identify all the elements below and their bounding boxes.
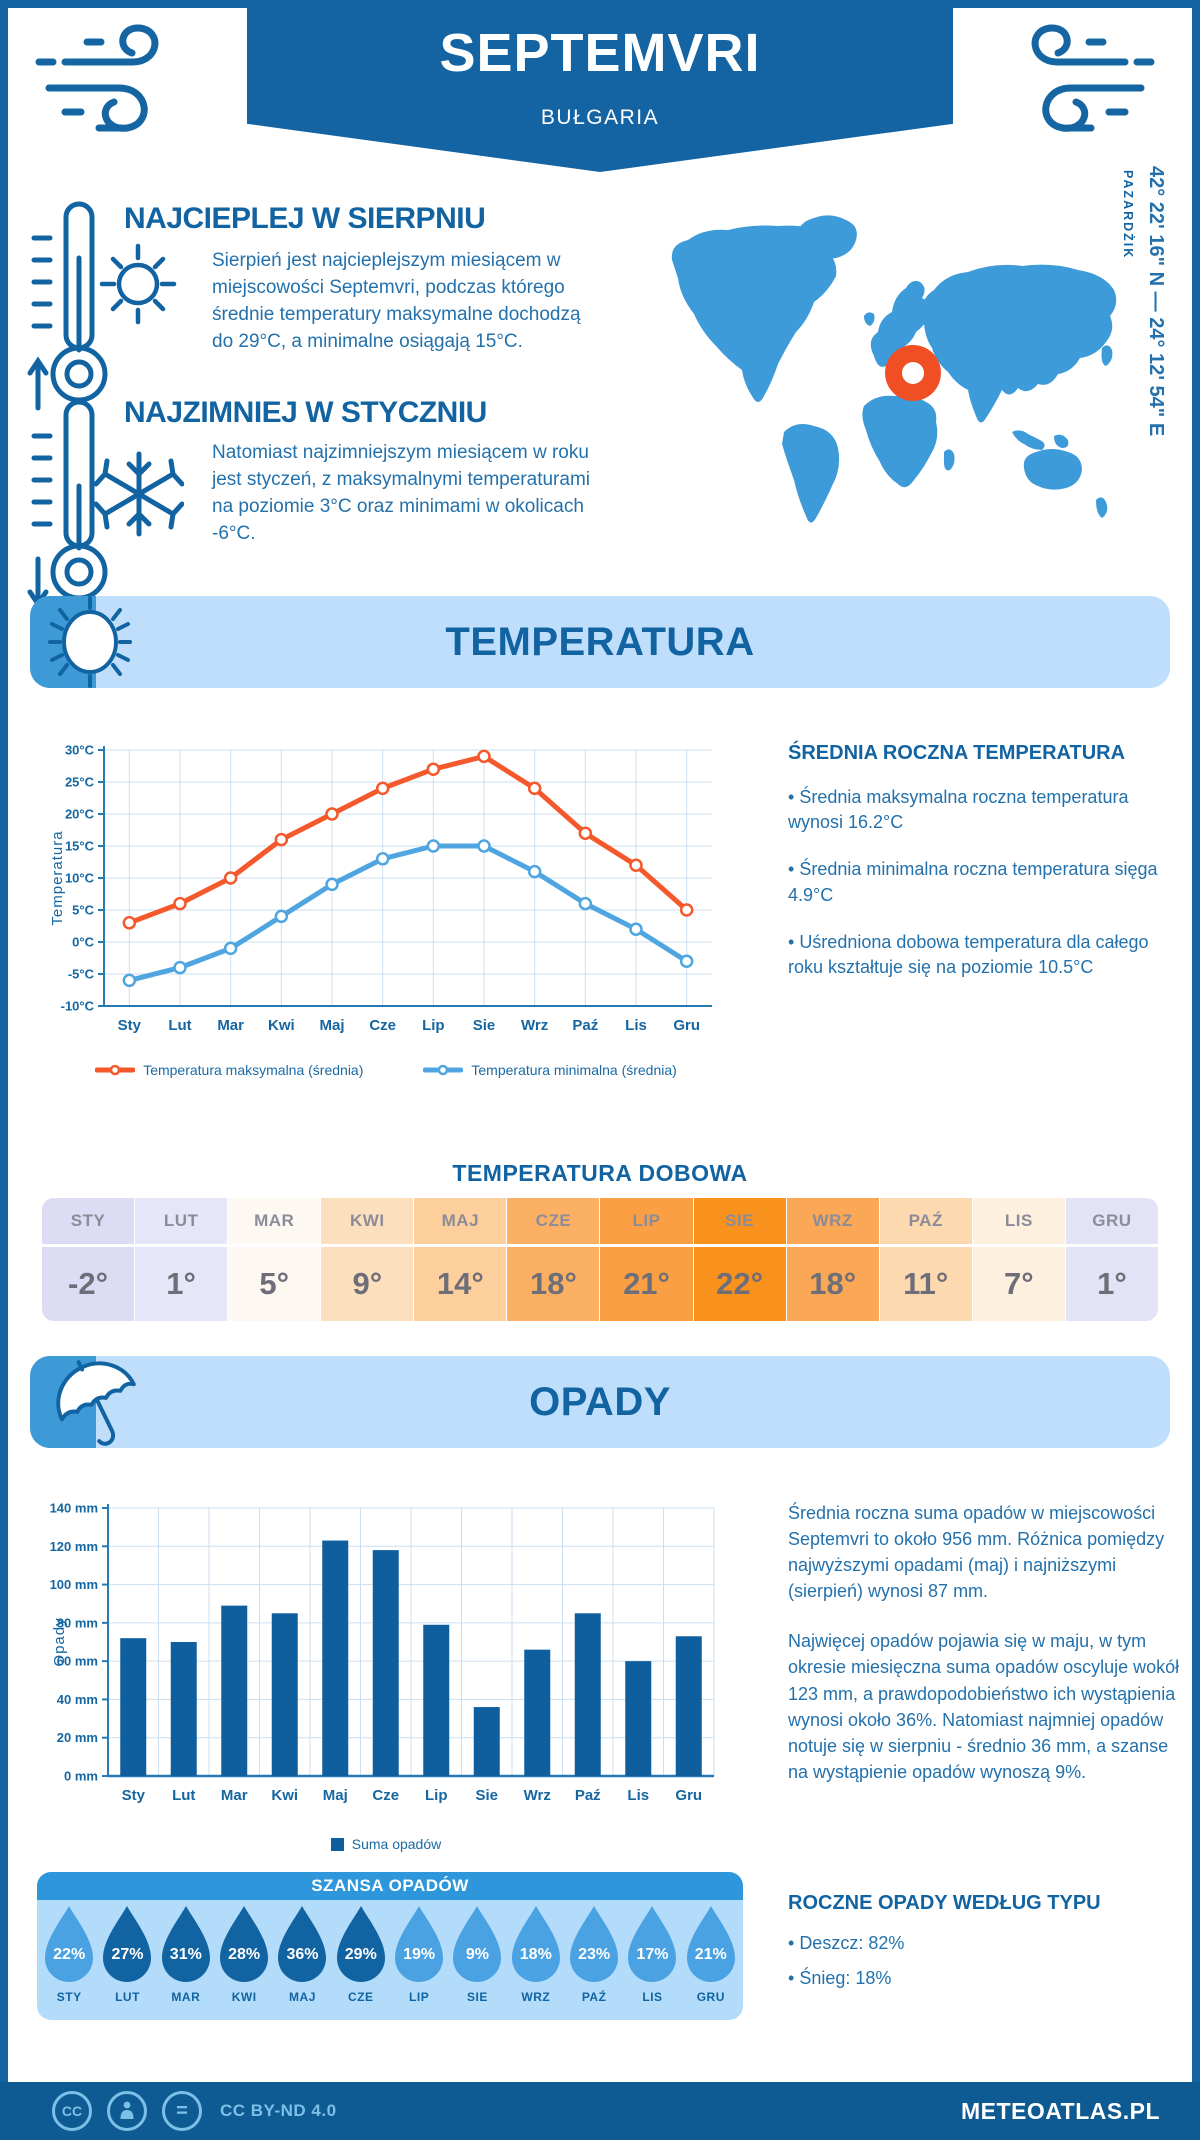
svg-text:Lip: Lip: [425, 1787, 448, 1804]
fact-item: • Uśredniona dobowa temperatura dla całego roku kształtuje się na poziomie 10.5°C: [788, 930, 1180, 980]
droplet-icon: [160, 1904, 212, 1984]
warmest-body: Sierpień jest najcieplejszym miesiącem w miejscowości Septemvri, podczas którego średnie temperatury maksymalne dochodzą do 29°C, a minimalne osiągają 15°C.: [212, 250, 581, 352]
table-month-cell: LIP: [600, 1198, 692, 1244]
bar: [474, 1707, 500, 1776]
wind-icon: [35, 22, 230, 147]
bar: [373, 1550, 399, 1776]
svg-text:100 mm: 100 mm: [49, 1577, 98, 1593]
table-month-cell: MAJ: [414, 1198, 506, 1244]
table-value-cell: 21°: [600, 1247, 692, 1321]
table-month-cell: WRZ: [787, 1198, 879, 1244]
coldest-heading: NAJZIMNIEJ W STYCZNIU: [124, 396, 487, 429]
legend-item: [423, 1062, 676, 1078]
table-value-cell: 1°: [1066, 1247, 1158, 1321]
temperature-line-chart: [48, 736, 724, 1048]
temperature-facts-title: ŚREDNIA ROCZNA TEMPERATURA: [788, 742, 1126, 764]
chance-month: KWI: [231, 1990, 257, 2004]
precip-types-title: ROCZNE OPADY WEDŁUG TYPU: [788, 1892, 1101, 1914]
svg-text:Sie: Sie: [472, 1017, 496, 1034]
chance-droplet: [157, 1904, 215, 2004]
chance-month: MAJ: [289, 1990, 316, 2004]
svg-text:Maj: Maj: [319, 1017, 345, 1034]
chance-month: WRZ: [521, 1990, 551, 2004]
daily-table-title: TEMPERATURA DOBOWA: [452, 1160, 748, 1186]
chance-month: MAR: [171, 1990, 201, 2004]
table-month-cell: STY: [42, 1198, 134, 1244]
table-value-cell: 18°: [507, 1247, 599, 1321]
chance-droplet: [565, 1904, 623, 2004]
bar: [272, 1613, 298, 1776]
svg-text:15°C: 15°C: [64, 838, 94, 854]
svg-text:Sie: Sie: [475, 1787, 499, 1804]
chance-percent: 9%: [465, 1946, 490, 1963]
droplet-icon: [568, 1904, 620, 1984]
table-value-cell: 1°: [135, 1247, 227, 1321]
droplet-icon: [276, 1904, 328, 1984]
temperature-section-header: [30, 596, 1170, 688]
chance-percent: 29%: [344, 1946, 377, 1963]
bar: [524, 1650, 550, 1776]
chance-droplet: [507, 1904, 565, 2004]
svg-text:Mar: Mar: [217, 1017, 245, 1034]
map-coordinates: 42° 22' 16" N — 24° 12' 54" E: [1145, 166, 1167, 437]
svg-text:Temperatura: Temperatura: [49, 830, 66, 926]
droplet-icon: [335, 1904, 387, 1984]
bar: [575, 1613, 601, 1776]
bar: [423, 1625, 449, 1776]
chance-percent: 22%: [53, 1946, 86, 1963]
svg-text:25°C: 25°C: [64, 774, 94, 790]
table-month-cell: LUT: [135, 1198, 227, 1244]
legend-label: Suma opadów: [351, 1836, 442, 1852]
svg-text:Lip: Lip: [422, 1017, 445, 1034]
chance-percent: 31%: [169, 1946, 202, 1963]
chance-droplet: [98, 1904, 156, 2004]
table-value-cell: 22°: [694, 1247, 786, 1321]
table-month-cell: CZE: [507, 1198, 599, 1244]
bar: [676, 1636, 702, 1776]
droplet-icon: [218, 1904, 270, 1984]
svg-text:30°C: 30°C: [64, 742, 94, 758]
equals-icon: =: [162, 2091, 202, 2131]
chance-title: SZANSA OPADÓW: [37, 1872, 743, 1900]
daily-table-month-row: [42, 1198, 1158, 1244]
page-subtitle: BUŁGARIA: [540, 106, 660, 129]
chance-droplet: [332, 1904, 390, 2004]
svg-text:Kwi: Kwi: [267, 1017, 295, 1034]
chance-panel: [37, 1872, 743, 2020]
precip-paragraph: Najwięcej opadów pojawia się w maju, w tym okresie miesięczna suma opadów oscyluje wokół 123 mm, a prawdopodobieństwo ich wystąpienia wynosi około 36%. Natomiast najmniej opadów notuje się w sierpniu - średnio 36 mm, a szanse na wystąpienie opadów wynoszą 9%.: [788, 1631, 1180, 1782]
precip-type-item: • Śnieg: 18%: [788, 1966, 1180, 1991]
chance-month: CZE: [348, 1990, 374, 2004]
chance-month: SIE: [467, 1990, 488, 2004]
daily-table-value-row: [42, 1247, 1158, 1321]
chance-droplet: [623, 1904, 681, 2004]
chance-droplet: [682, 1904, 740, 2004]
table-value-cell: 14°: [414, 1247, 506, 1321]
footer: [0, 2082, 1200, 2140]
snowflake-icon: [94, 448, 184, 540]
sun-icon: [96, 240, 180, 328]
svg-text:Paź: Paź: [574, 1787, 601, 1804]
precip-types: [788, 1892, 1180, 2001]
svg-text:Opady: Opady: [51, 1617, 68, 1667]
chance-month: LIP: [409, 1990, 430, 2004]
table-month-cell: GRU: [1066, 1198, 1158, 1244]
legend-item: [95, 1062, 363, 1078]
precipitation-chart-legend: [48, 1836, 724, 1852]
droplet-icon: [101, 1904, 153, 1984]
wind-icon: [960, 22, 1155, 147]
legend-item: [331, 1836, 442, 1852]
droplet-icon: [510, 1904, 562, 1984]
droplet-icon: [393, 1904, 445, 1984]
chance-percent: 28%: [228, 1946, 261, 1963]
license-text: CC BY-ND 4.0: [220, 2101, 337, 2120]
cc-icon: CC: [52, 2091, 92, 2131]
chance-month: LUT: [115, 1990, 140, 2004]
warmest-heading: NAJCIEPLEJ W SIERPNIU: [124, 202, 486, 235]
svg-text:Gru: Gru: [675, 1787, 703, 1804]
chance-percent: 18%: [519, 1946, 552, 1963]
frame-right: [1192, 0, 1200, 2140]
temperature-facts: [788, 742, 1180, 1002]
svg-text:Cze: Cze: [372, 1787, 400, 1804]
svg-text:0 mm: 0 mm: [64, 1768, 98, 1784]
table-month-cell: SIE: [694, 1198, 786, 1244]
svg-text:Sty: Sty: [121, 1787, 145, 1804]
bar: [625, 1661, 651, 1776]
chance-droplets: [40, 1904, 740, 2004]
chance-percent: 23%: [578, 1946, 611, 1963]
svg-text:60 mm: 60 mm: [56, 1653, 98, 1669]
svg-text:Wrz: Wrz: [523, 1787, 551, 1804]
chance-percent: 27%: [111, 1946, 144, 1963]
table-value-cell: 9°: [321, 1247, 413, 1321]
chance-percent: 36%: [286, 1946, 319, 1963]
table-value-cell: 7°: [973, 1247, 1065, 1321]
chance-month: LIS: [642, 1990, 663, 2004]
temperature-chart-legend: [48, 1062, 724, 1078]
svg-text:Maj: Maj: [322, 1787, 348, 1804]
svg-text:5°C: 5°C: [72, 902, 94, 918]
droplet-icon: [685, 1904, 737, 1984]
svg-text:-5°C: -5°C: [67, 966, 94, 982]
svg-text:Mar: Mar: [220, 1787, 248, 1804]
svg-text:10°C: 10°C: [64, 870, 94, 886]
legend-label: Temperatura maksymalna (średnia): [143, 1062, 364, 1078]
svg-text:Lis: Lis: [625, 1017, 647, 1034]
table-value-cell: 18°: [787, 1247, 879, 1321]
chance-percent: 19%: [403, 1946, 436, 1963]
table-month-cell: PAŹ: [880, 1198, 972, 1244]
chance-percent: 21%: [694, 1946, 727, 1963]
table-value-cell: 11°: [880, 1247, 972, 1321]
svg-text:20 mm: 20 mm: [56, 1730, 98, 1746]
chance-droplet: [390, 1904, 448, 2004]
svg-text:20°C: 20°C: [64, 806, 94, 822]
svg-text:Cze: Cze: [369, 1017, 397, 1034]
svg-text:-10°C: -10°C: [60, 998, 94, 1014]
bar: [120, 1638, 146, 1776]
bar: [171, 1642, 197, 1776]
fact-item: • Średnia minimalna roczna temperatura sięga 4.9°C: [788, 857, 1180, 907]
svg-text:Gru: Gru: [673, 1017, 701, 1034]
chance-droplet: [215, 1904, 273, 2004]
map-region: PAZARDŻIK: [1121, 170, 1135, 260]
cc-icons: [52, 2091, 202, 2131]
svg-text:0°C: 0°C: [72, 934, 94, 950]
table-month-cell: LIS: [973, 1198, 1065, 1244]
fact-item: • Średnia maksymalna roczna temperatura wynosi 16.2°C: [788, 785, 1180, 835]
coldest-body: Natomiast najzimniejszym miesiącem w roku jest styczeń, z maksymalnymi temperaturami na poziomie 3°C oraz minimami w okolicach -6°C.: [212, 442, 590, 544]
svg-text:Lut: Lut: [168, 1017, 192, 1034]
precip-type-item: • Deszcz: 82%: [788, 1931, 1180, 1956]
svg-text:Lis: Lis: [627, 1787, 650, 1804]
svg-text:Kwi: Kwi: [271, 1787, 299, 1804]
table-value-cell: 5°: [228, 1247, 320, 1321]
world-map: [668, 200, 1126, 535]
table-month-cell: MAR: [228, 1198, 320, 1244]
page-title: SEPTEMVRI: [439, 23, 761, 83]
droplet-icon: [451, 1904, 503, 1984]
svg-text:Lut: Lut: [172, 1787, 196, 1804]
chance-percent: 17%: [636, 1946, 669, 1963]
temperature-section-title: TEMPERATURA: [445, 619, 755, 664]
svg-text:40 mm: 40 mm: [56, 1691, 98, 1707]
location-marker: [885, 345, 941, 401]
svg-text:Paź: Paź: [572, 1017, 599, 1034]
bar: [322, 1541, 348, 1776]
site-name: METEOATLAS.PL: [960, 2097, 1160, 2124]
svg-text:120 mm: 120 mm: [49, 1538, 98, 1554]
frame-left: [0, 0, 8, 2140]
svg-text:Wrz: Wrz: [521, 1017, 549, 1034]
chance-month: PAŹ: [581, 1990, 607, 2004]
person-icon: [107, 2091, 147, 2131]
legend-label: Temperatura minimalna (średnia): [471, 1062, 677, 1078]
droplet-icon: [626, 1904, 678, 1984]
chance-month: STY: [56, 1990, 82, 2004]
bar: [221, 1606, 247, 1776]
table-month-cell: KWI: [321, 1198, 413, 1244]
table-value-cell: -2°: [42, 1247, 134, 1321]
chance-droplet: [273, 1904, 331, 2004]
droplet-icon: [43, 1904, 95, 1984]
chance-droplet: [448, 1904, 506, 2004]
svg-text:80 mm: 80 mm: [56, 1615, 98, 1631]
chance-droplet: [40, 1904, 98, 2004]
legend-swatch: [331, 1838, 344, 1851]
svg-text:140 mm: 140 mm: [49, 1500, 98, 1516]
precip-text: [788, 1500, 1180, 1809]
precip-section-title: OPADY: [529, 1379, 671, 1424]
precip-section-header: [30, 1356, 1170, 1448]
precipitation-bar-chart: [48, 1492, 724, 1822]
chance-month: GRU: [696, 1990, 725, 2004]
svg-text:Sty: Sty: [117, 1017, 142, 1034]
daily-temperature-table: [42, 1198, 1158, 1321]
precip-paragraph: Średnia roczna suma opadów w miejscowości Septemvri to około 956 mm. Różnica pomiędzy najwyższymi opadami (maj) i najniższymi (sierpień) wynosi 87 mm.: [788, 1503, 1165, 1602]
